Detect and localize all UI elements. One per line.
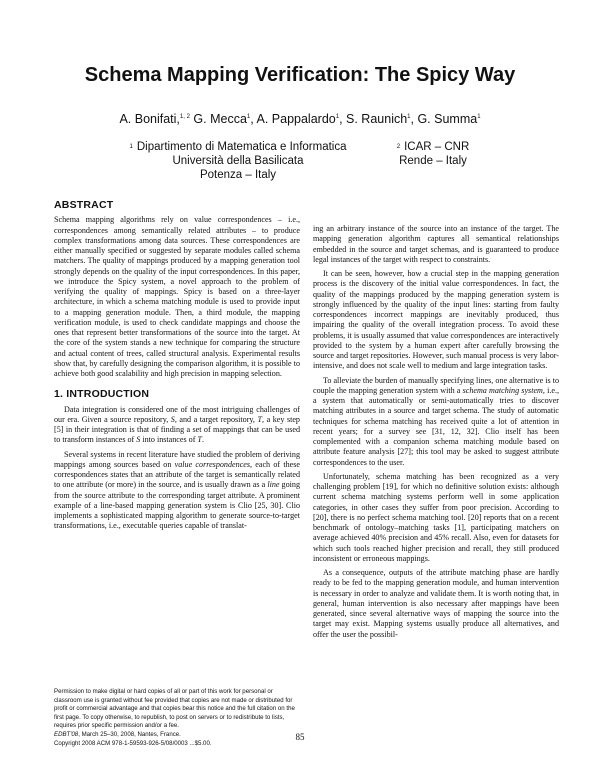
author-affiliation-mark: 1: [407, 113, 411, 120]
author-list: [0, 112, 600, 126]
introduction-heading: 1. INTRODUCTION: [54, 388, 150, 401]
author-name: A. Bonifati,: [119, 112, 180, 126]
permission-text: Permission to make digital or hard copies of all or part of this work for personal or classroom use is granted without fee provided that copies are not made or distributed for profit or commercial advantage and that copies bear this notice and the full citation on the first page. To copy otherwise, to republish, to post on servers or to redistribute to lists, requires prior specific permission and/or a fee.: [54, 688, 295, 730]
abstract-text: Schema mapping algorithms rely on value correspondences – i.e., correspondences among semantically related attributes – to produce complex transformations among data sources. These correspondences are either manually specified or suggested by separate modules called schema matchers. The quality of mappings produced by a mapping generation tool strongly depends on the quality of the input correspondences. In this paper, we introduce the Spicy system, a novel approach to the problem of verifying the quality of mappings. Spicy is based on a three-layer architecture, in which a schema matching module is used to provide input to a mapping generation module. Then, a third module, the mapping verification module, is used to check candidate mappings and choose the ones that represent better transformations of the source into the target. At the core of the system stands a new technique for comparing the structure and actual content of trees, called structural analysis. Experimental results show that, by carefully designing the comparison algorithm, it is possible to achieve both good scalability and high precision in mapping selection.: [54, 215, 300, 378]
paper-title: Schema Mapping Verification: The Spicy Way: [84, 64, 516, 86]
body-paragraph: ing an arbitrary instance of the source into an instance of the target. The mapping generation algorithm captures all semantical relationships embedded in the source and target schemas, and is guaranteed to produce legal instances of the target with respect to constraints.: [313, 224, 559, 264]
author-affiliation-mark: 1: [335, 113, 340, 120]
right-column: [313, 224, 559, 644]
body-paragraph: As a consequence, outputs of the attribute matching phase are hardly ready to be fed to the mapping generation module, and human intervention is necessary in order to analyze and validate them. It is worth noting that, in general, human intervention is also necessary after mappings have been generated, since several alternative ways of mapping the source into the target may exist. Mapping systems usually produce all alternatives, and offer the user the possibil-: [313, 568, 559, 639]
affiliation-mark: 1: [129, 144, 133, 150]
affiliation-location: Potenza – Italy: [199, 169, 277, 181]
author-affiliation-mark: 1, 2: [179, 113, 190, 120]
affiliation-icar: [378, 140, 488, 168]
affiliation-department: Dipartimento di Matematica e Informatica: [136, 141, 347, 153]
left-column: [54, 200, 300, 536]
author-name: , G. Summa: [410, 112, 478, 126]
affiliation-location: Rende – Italy: [399, 155, 467, 167]
affiliation-university: Università della Basilicata: [172, 155, 304, 167]
conference-info: EDBT'08, March 25–30, 2008, Nantes, France.: [54, 730, 181, 738]
abstract-heading: ABSTRACT: [54, 199, 114, 211]
copyright-line: Copyright 2008 ACM 978-1-59593-926-5/08/0003 ...$5.00.: [54, 739, 212, 747]
affiliation-basilicata: [118, 140, 358, 182]
body-paragraph: To alleviate the burden of manually specifying lines, one alternative is to couple the mapping generation system with a schema matching system, i.e., a system that automatically or semi-automatically tries to discover matching attributes in a source and target schema. The study of automatic techniques for schema matching has received quite a lot of attention in recent years; for a survey see [31, 12, 32]. Clio itself has been complemented with a companion schema matching module based on attribute feature analysis [27]; this tool may be asked to suggest attribute correspondences to the user.: [313, 375, 559, 467]
author-affiliation-mark: 1: [246, 113, 251, 120]
author-name: G. Mecca: [193, 112, 247, 126]
body-paragraph: Unfortunately, schema matching has been recognized as a very challenging problem [19], for which no definitive solution exists: although current schema matching systems perform well in some application categories, in other cases they suffer from poor precision. According to [20], there is no perfect schema matching tool. [20] reports that on a recent benchmark of ontology–matching tasks [1], participating matchers on average achieved 40% precision and 45% recall. Also, even for datasets for which such tools reached higher precision and recall, they still produced inconsistent or erroneous mappings.: [313, 471, 559, 563]
author-name: , S. Raunich: [339, 112, 408, 126]
author-name: , A. Pappalardo: [250, 112, 336, 126]
affiliation-institute: ICAR – CNR: [404, 141, 470, 153]
intro-paragraph: Several systems in recent literature have studied the problem of deriving mappings among sources based on value correspondences, each of these correspondences states that an attribute of the target is semantically related to one attribute (or more) in the source, and is usually drawn as a line going from the source attribute to the corresponding target attribute. A prominent example of a line-based mapping generation system is Clio [25, 30]. Clio implements a sophisticated mapping algorithm to generate source-to-target transformations, i.e., executable queries capable of translat-: [54, 449, 301, 531]
affiliation-mark: 2: [396, 144, 401, 150]
page-number: 85: [295, 732, 305, 742]
intro-paragraph: Data integration is considered one of the most intriguing challenges of our era. Given a source repository, S, and a target repository, T, a key step [5] in their integration is that of finding a set of mappings that can be used to transform instances of S into instances of T.: [54, 404, 300, 445]
author-affiliation-mark: 1: [477, 113, 481, 120]
body-paragraph: It can be seen, however, how a crucial step in the mapping generation process is the discovery of the initial value correspondences. In fact, the quality of the mappings produced by the mapping generation system is strongly influenced by the quality of the input lines: starting from faulty correspondences incorrect mappings are inevitably produced, thus impairing the quality of the overall integration process. To avoid these problems, it is usually assumed that value correspondences are interactively provided to the system by a human expert after carefully browsing the source and target repositories. However, such manual process is very labor-intensive, and does not scale well to medium and large integration tasks.: [313, 269, 559, 371]
